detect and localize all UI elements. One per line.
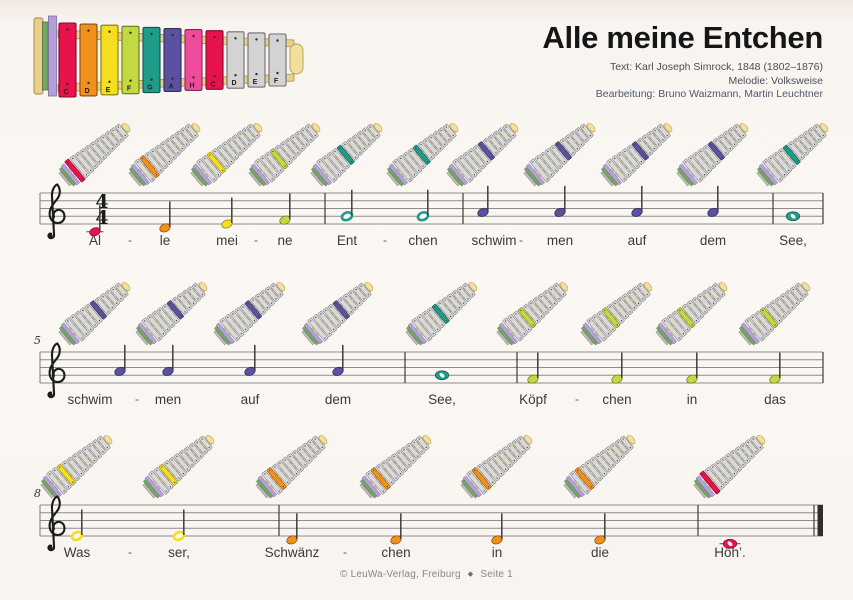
- lyric-hyphen: -: [128, 233, 132, 247]
- glockenspiel-bar-label: A: [168, 83, 174, 91]
- lyric-syllable: das: [764, 392, 786, 407]
- measure-number: 8: [34, 487, 41, 500]
- lyric-syllable: auf: [627, 233, 647, 248]
- copyright-text: © LeuWa-Verlag, Freiburg: [340, 569, 461, 580]
- lyric-syllable: schwim: [67, 392, 113, 407]
- lyric-syllable: chen: [602, 392, 632, 407]
- glockenspiel-bar-label: F: [273, 78, 279, 85]
- separator-diamond-icon: ◆: [467, 571, 474, 578]
- credit-text-author: Text: Karl Joseph Simrock, 1848 (1802–1876): [609, 61, 823, 73]
- glockenspiel-bar-label: G: [147, 84, 153, 92]
- time-signature-top: 4: [95, 191, 109, 213]
- lyric-syllable: Al: [88, 233, 102, 248]
- lyric-hyphen: -: [575, 392, 579, 406]
- lyric-syllable: mei: [216, 233, 238, 248]
- credit-arrangement: Bearbeitung: Bruno Waizmann, Martin Leuchtner: [595, 88, 823, 100]
- page-number: Seite 1: [480, 569, 513, 580]
- glockenspiel-bar-label: C: [210, 81, 216, 89]
- lyric-syllable: Was: [63, 545, 91, 560]
- lyric-hyphen: -: [128, 545, 132, 559]
- lyric-syllable: Höh’.: [714, 545, 746, 560]
- page-title: Alle meine Entchen: [542, 20, 823, 55]
- lyric-hyphen: -: [135, 392, 139, 406]
- lyric-hyphen: -: [343, 545, 347, 559]
- page-footer: [0, 569, 853, 580]
- glockenspiel-bar-label: D: [84, 87, 90, 95]
- lyric-syllable: men: [546, 233, 574, 248]
- lyric-hyphen: -: [254, 233, 258, 247]
- glockenspiel-bar-label: H: [189, 82, 195, 90]
- time-signature-bottom: 4: [95, 206, 109, 229]
- measure-number: 5: [34, 334, 41, 347]
- lyric-syllable: ser,: [168, 545, 190, 560]
- lyric-syllable: ne: [277, 233, 293, 248]
- lyric-syllable: Köpf: [519, 392, 547, 407]
- lyric-syllable: dem: [699, 233, 727, 248]
- lyric-syllable: auf: [240, 392, 260, 407]
- lyric-syllable: Schwänz: [264, 545, 320, 560]
- lyric-syllable: le: [159, 233, 171, 248]
- lyric-syllable: dem: [324, 392, 352, 407]
- lyric-syllable: See,: [779, 233, 807, 248]
- glockenspiel-bar-label: E: [252, 79, 258, 87]
- glockenspiel-bar-label: F: [126, 85, 132, 93]
- glockenspiel-bar-label: C: [63, 89, 69, 96]
- glockenspiel-bar-label: E: [105, 86, 111, 94]
- lyric-syllable: chen: [408, 233, 438, 248]
- lyric-syllable: die: [590, 545, 610, 560]
- lyric-syllable: schwim: [471, 233, 517, 248]
- lyric-syllable: men: [154, 392, 182, 407]
- lyric-syllable: chen: [381, 545, 411, 560]
- lyric-syllable: in: [491, 545, 503, 560]
- lyric-syllable: in: [686, 392, 698, 407]
- lyric-hyphen: -: [383, 233, 387, 247]
- glockenspiel-bar-label: D: [231, 80, 237, 88]
- lyric-hyphen: -: [519, 233, 523, 247]
- credit-melody: Melodie: Volksweise: [728, 74, 823, 87]
- lyric-syllable: See,: [428, 392, 456, 407]
- lyric-syllable: Ent: [336, 233, 358, 248]
